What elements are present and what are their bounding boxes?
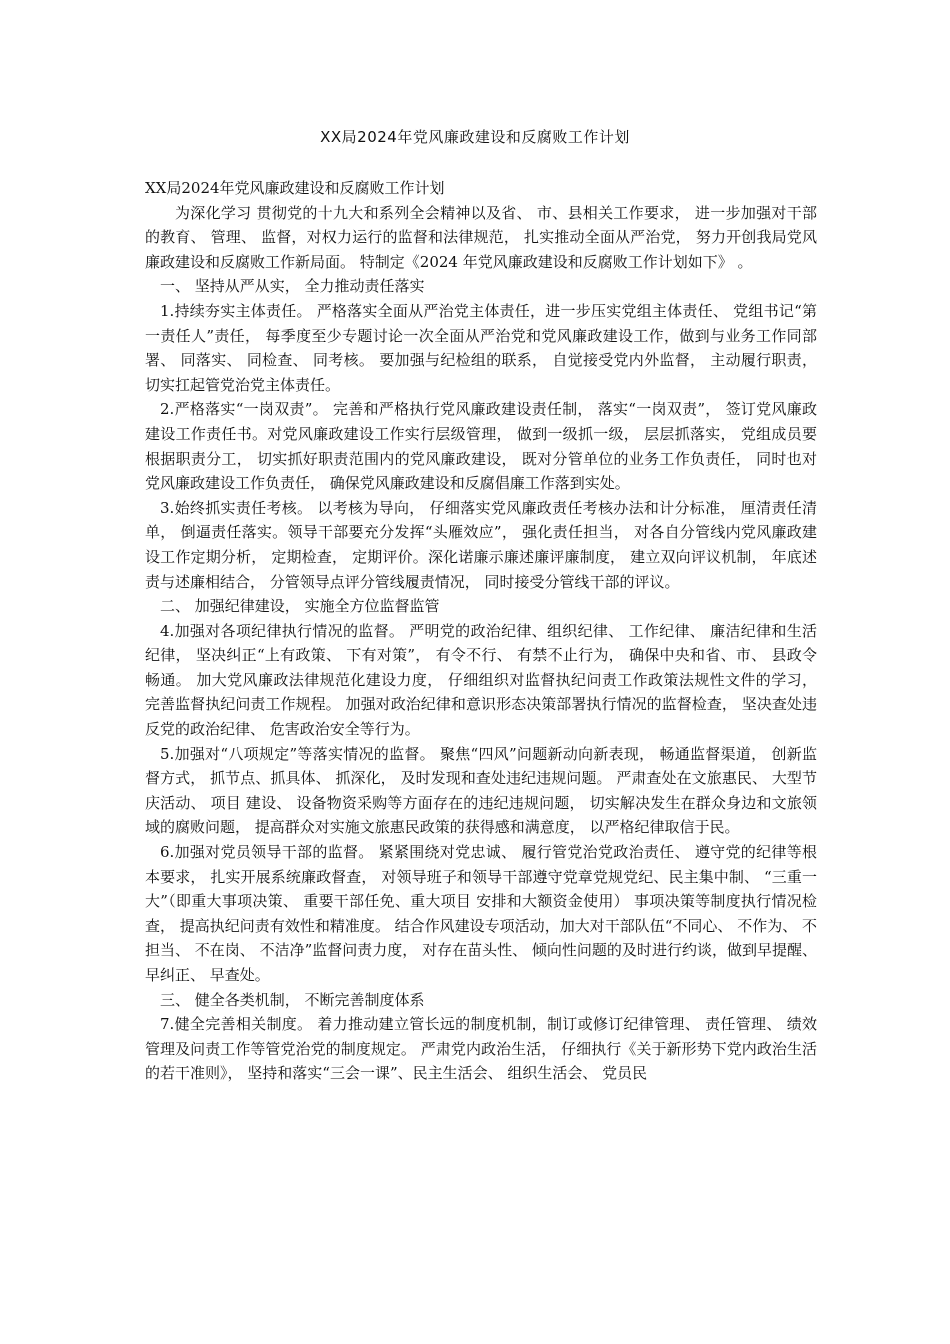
page-title: XX局2024年党风廉政建设和反腐败工作计划	[320, 128, 630, 146]
section-heading-1: 一、 坚持从严从实， 全力推动责任落实	[160, 277, 425, 296]
paragraph-item-7: 7.健全完善相关制度。 着力推动建立管长远的制度机制，制订或修订纪律管理、 责任管理、 绩效管理及问责工作等管党治党的制度规定。 严肃党内政治生活， 仔细执行《关于新形势下党内政治生活的若干准则》， 坚持和落实“三会一课”、民主生活会、 组织生活会、 党员民	[145, 1015, 817, 1083]
section-heading-2: 二、 加强纪律建设， 实施全方位监督监管	[160, 597, 440, 616]
intro-paragraph: 为深化学习 贯彻党的十九大和系列全会精神以及省、 市、县相关工作要求， 进一步加强对干部的教育、 管理、 监督，对权力运行的监督和法律规范， 扎实推动全面从严治党， 努力开创我局党风廉政建设和反腐败工作新局面。 特制定《2024 年党风廉政建设和反腐败工作计划如下》 。	[145, 203, 817, 271]
paragraph-item-1: 1.持续夯实主体责任。 严格落实全面从严治党主体责任，进一步压实党组主体责任、 党组书记“第一责任人”责任， 每季度至少专题讨论一次全面从严治党和党风廉政建设工作，做到与业务工作同部署、 同落实、 同检查、 同考核。 要加强与纪检组的联系， 自觉接受党内外监督， 主动履行职责， 切实扛起管党治党主体责任。	[145, 301, 817, 394]
paragraph-item-2: 2.严格落实“一岗双责”。 完善和严格执行党风廉政建设责任制， 落实“一岗双责”， 签订党风廉政建设工作责任书。对党风廉政建设工作实行层级管理， 做到一级抓一级， 层层抓落实， 党组成员要根据职责分工， 切实抓好职责范围内的党风廉政建设， 既对分管单位的业务工作负责任， 同时也对党风廉政建设工作负责任， 确保党风廉政建设和反腐倡廉工作落到实处。	[145, 400, 817, 493]
paragraph-item-4: 4.加强对各项纪律执行情况的监督。 严明党的政治纪律、组织纪律、 工作纪律、 廉洁纪律和生活纪律， 坚决纠正“上有政策、 下有对策”， 有令不行、 有禁不止行为， 确保中央和省、市、 县政令畅通。 加大党风廉政法律规范化建设力度， 仔细组织对监督执纪问责工作政策法规性文件的学习， 完善监督执纪问责工作规程。 加强对政治纪律和意识形态决策部署执行情况的监督检查， 坚决查处违反党的政治纪律、 危害政治安全等行为。	[145, 621, 817, 739]
paragraph-item-3: 3.始终抓实责任考核。 以考核为导向， 仔细落实党风廉政责任考核办法和计分标准， 厘清责任清单， 倒逼责任落实。领导干部要充分发挥“头雁效应”， 强化责任担当， 对各自分管线内党风廉政建设工作定期分析， 定期检查， 定期评价。深化诺廉示廉述廉评廉制度， 建立双向评议机制， 年底述责与述廉相结合， 分管领导点评分管线履责情况， 同时接受分管线干部的评议。	[145, 498, 817, 591]
paragraph-item-6: 6.加强对党员领导干部的监督。 紧紧围绕对党忠诚、 履行管党治党政治责任、 遵守党的纪律等根本要求， 扎实开展系统廉政督查， 对领导班子和领导干部遵守党章党规党纪、民主集中制、 “三重一大”（即重大事项决策、 重要干部任免、重大项目 安排和大额资金使用） 事项决策等制度执行情况检查， 提高执纪问责有效性和精准度。 结合作风建设专项活动，加大对干部队伍“不同心、 不作为、 不担当、 不在岗、 不洁净”监督问责力度， 对存在苗头性、 倾向性问题的及时进行约谈，做到早提醒、 早纠正、 早查处。	[145, 843, 817, 984]
section-heading-3: 三、 健全各类机制， 不断完善制度体系	[160, 990, 425, 1009]
paragraph-item-5: 5.加强对“八项规定”等落实情况的监督。 聚焦“四风”问题新动向新表现， 畅通监督渠道， 创新监督方式， 抓节点、抓具体、 抓深化， 及时发现和查处违纪违规问题。 严肃查处在文旅惠民、 大型节庆活动、 项目 建设、 设备物资采购等方面存在的违纪违规问题， 切实解决发生在群众身边和文旅领域的腐败问题， 提高群众对实施文旅惠民政策的获得感和满意度， 以严格纪律取信于民。	[145, 744, 817, 837]
document-subtitle: XX局2024年党风廉政建设和反腐败工作计划	[145, 179, 445, 197]
document-body	[145, 176, 817, 1086]
